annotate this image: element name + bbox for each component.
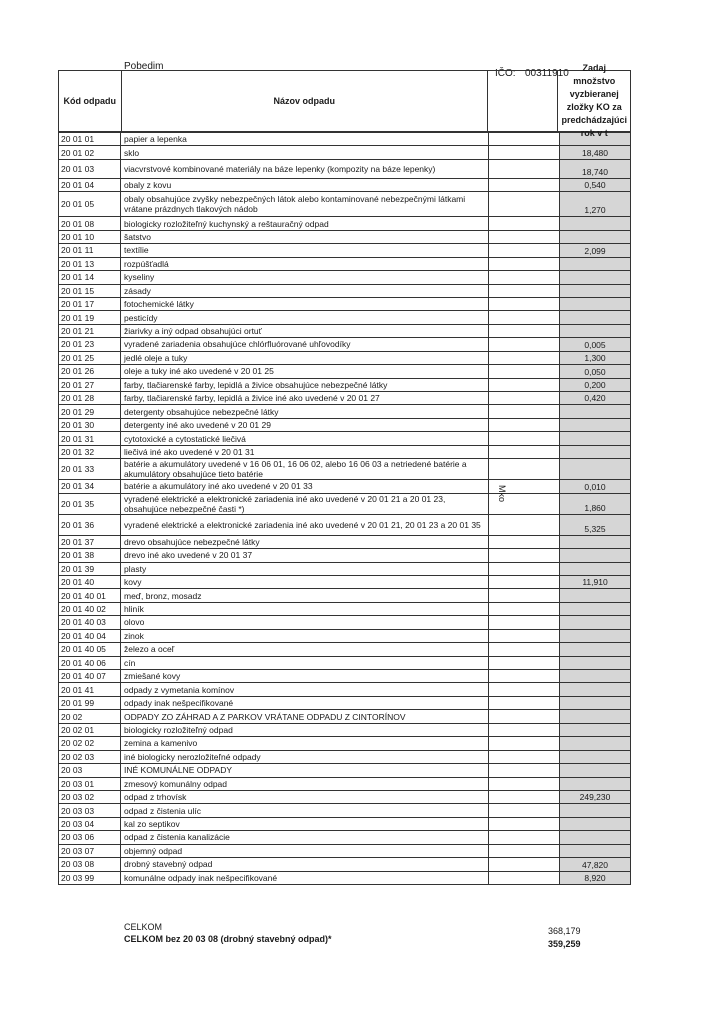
row-name: kyseliny	[121, 271, 489, 283]
table-row	[58, 657, 631, 670]
row-name: objemný odpad	[121, 845, 489, 857]
row-value	[560, 258, 630, 270]
row-code: 20 01 03	[59, 160, 121, 178]
row-code: 20 01 08	[59, 217, 121, 229]
table-row	[58, 818, 631, 831]
row-value: 18,480	[560, 146, 630, 158]
row-value	[560, 549, 630, 561]
row-name: zemina a kamenivo	[121, 737, 489, 749]
table-row	[58, 697, 631, 710]
row-side-cell	[489, 549, 560, 561]
row-side-cell	[489, 379, 560, 391]
row-value	[560, 563, 630, 575]
row-value: 1,860	[560, 494, 630, 514]
total-label: CELKOM	[124, 922, 163, 932]
row-code: 20 03 07	[59, 845, 121, 857]
table-row	[58, 231, 631, 244]
row-side-cell	[489, 858, 560, 870]
row-name: vyradené elektrické a elektronické zariadenia iné ako uvedené v 20 01 21, 20 01 23 a 20 01 35	[121, 515, 489, 535]
ico-value: 00311910	[525, 68, 569, 79]
table-row	[58, 845, 631, 858]
row-code: 20 01 38	[59, 549, 121, 561]
row-value	[560, 419, 630, 431]
row-value	[560, 325, 630, 337]
row-side-cell	[489, 576, 560, 588]
row-name: odpady z vymetania komínov	[121, 683, 489, 695]
table-row	[58, 365, 631, 378]
table-row	[58, 419, 631, 432]
row-value	[560, 670, 630, 682]
row-value: 249,230	[560, 791, 630, 803]
row-side-cell	[489, 192, 560, 216]
table-row	[58, 643, 631, 656]
row-side-cell	[489, 352, 560, 364]
table-row	[58, 244, 631, 257]
table-row	[58, 872, 631, 885]
row-side-cell	[489, 630, 560, 642]
row-code: 20 03 08	[59, 858, 121, 870]
row-code: 20 01 99	[59, 697, 121, 709]
row-side-cell	[489, 244, 560, 256]
table-row	[58, 480, 631, 493]
row-value	[560, 231, 630, 243]
row-value	[560, 311, 630, 323]
row-code: 20 01 15	[59, 285, 121, 297]
row-value	[560, 459, 630, 479]
row-value	[560, 697, 630, 709]
row-name: ODPADY ZO ZÁHRAD A Z PARKOV VRÁTANE ODPADU Z CINTORÍNOV	[121, 710, 489, 722]
row-code: 20 01 40 02	[59, 603, 121, 615]
row-side-cell	[489, 133, 560, 145]
col-side-header	[488, 71, 559, 131]
row-code: 20 01 27	[59, 379, 121, 391]
table-row	[58, 576, 631, 589]
table-row	[58, 271, 631, 284]
row-value	[560, 285, 630, 297]
row-code: 20 01 33	[59, 459, 121, 479]
row-side-cell	[489, 258, 560, 270]
row-side-cell	[489, 311, 560, 323]
row-side-cell	[489, 724, 560, 736]
row-code: 20 01 25	[59, 352, 121, 364]
row-side-cell	[489, 831, 560, 843]
row-side-cell	[489, 231, 560, 243]
row-name: biologicky rozložiteľný odpad	[121, 724, 489, 736]
row-name: batérie a akumulátory iné ako uvedené v 20 01 33	[121, 480, 489, 492]
row-value	[560, 405, 630, 417]
row-side-cell	[489, 737, 560, 749]
row-name: odpad z čistenia kanalizácie	[121, 831, 489, 843]
row-side-cell	[489, 217, 560, 229]
table-row	[58, 325, 631, 338]
row-value	[560, 845, 630, 857]
row-name: meď, bronz, mosadz	[121, 589, 489, 601]
row-code: 20 01 02	[59, 146, 121, 158]
row-value	[560, 616, 630, 628]
row-code: 20 01 21	[59, 325, 121, 337]
row-side-cell	[489, 683, 560, 695]
row-side-cell	[489, 459, 560, 479]
row-code: 20 01 40 06	[59, 657, 121, 669]
row-name: odpad z čistenia ulíc	[121, 804, 489, 816]
table-row	[58, 338, 631, 351]
row-code: 20 01 28	[59, 392, 121, 404]
table-row	[58, 563, 631, 576]
table-row	[58, 285, 631, 298]
row-name: fotochemické látky	[121, 298, 489, 310]
row-value	[560, 589, 630, 601]
row-name: obaly obsahujúce zvyšky nebezpečných látok alebo kontaminované nebezpečnými látkami vrátane prázdnych tlakových nádob	[121, 192, 489, 216]
row-side-cell	[489, 818, 560, 830]
row-value: 2,099	[560, 244, 630, 256]
row-code: 20 03 02	[59, 791, 121, 803]
row-side-cell	[489, 670, 560, 682]
row-value	[560, 831, 630, 843]
row-code: 20 03	[59, 764, 121, 776]
row-side-cell	[489, 432, 560, 444]
row-name: liečivá iné ako uvedené v 20 01 31	[121, 446, 489, 458]
row-name: INÉ KOMUNÁLNE ODPADY	[121, 764, 489, 776]
row-name: biologicky rozložiteľný kuchynský a reštauračný odpad	[121, 217, 489, 229]
row-side-cell	[489, 697, 560, 709]
row-code: 20 01 05	[59, 192, 121, 216]
row-name: kovy	[121, 576, 489, 588]
row-code: 20 03 03	[59, 804, 121, 816]
row-name: iné biologicky nerozložiteľné odpady	[121, 751, 489, 763]
table-row	[58, 494, 631, 515]
row-value: 1,270	[560, 192, 630, 216]
table-row	[58, 724, 631, 737]
row-name: šatstvo	[121, 231, 489, 243]
row-side-cell	[489, 298, 560, 310]
row-side-cell	[489, 643, 560, 655]
table-row	[58, 432, 631, 445]
table-row	[58, 146, 631, 159]
table-row	[58, 710, 631, 723]
row-side-cell	[489, 589, 560, 601]
row-code: 20 01 41	[59, 683, 121, 695]
municipality-name: Pobedim	[124, 61, 164, 72]
row-value: 0,200	[560, 379, 630, 391]
row-value	[560, 751, 630, 763]
row-name: drevo iné ako uvedené v 20 01 37	[121, 549, 489, 561]
table-row	[58, 405, 631, 418]
row-side-cell	[489, 160, 560, 178]
row-code: 20 01 35	[59, 494, 121, 514]
row-side-cell	[489, 603, 560, 615]
row-value: 11,910	[560, 576, 630, 588]
row-code: 20 02	[59, 710, 121, 722]
table-row	[58, 258, 631, 271]
row-name: kal zo septikov	[121, 818, 489, 830]
row-code: 20 01 29	[59, 405, 121, 417]
row-code: 20 01 13	[59, 258, 121, 270]
col-code-header: Kód odpadu	[59, 71, 122, 131]
row-name: žiarivky a iný odpad obsahujúci ortuť	[121, 325, 489, 337]
row-value	[560, 432, 630, 444]
table-row	[58, 589, 631, 602]
row-code: 20 01 36	[59, 515, 121, 535]
row-name: rozpúšťadlá	[121, 258, 489, 270]
row-code: 20 01 31	[59, 432, 121, 444]
row-name: papier a lepenka	[121, 133, 489, 145]
row-name: farby, tlačiarenské farby, lepidlá a živice obsahujúce nebezpečné látky	[121, 379, 489, 391]
table-row	[58, 459, 631, 480]
row-name: komunálne odpady inak nešpecifikované	[121, 872, 489, 884]
row-side-cell	[489, 872, 560, 884]
table-row	[58, 379, 631, 392]
col-value-header: Zadaj množstvo vyzbieranej zložky KO za predchádzajúci	[561, 63, 627, 125]
row-code: 20 01 04	[59, 179, 121, 191]
row-code: 20 01 32	[59, 446, 121, 458]
table-row	[58, 536, 631, 549]
row-name: zásady	[121, 285, 489, 297]
table-row	[58, 298, 631, 311]
ico-label: IČO:	[495, 68, 516, 79]
row-code: 20 03 01	[59, 778, 121, 790]
row-value	[560, 737, 630, 749]
row-value	[560, 683, 630, 695]
row-value: 0,010	[560, 480, 630, 492]
table-row	[58, 515, 631, 536]
total-without-value: 359,259	[548, 939, 581, 949]
row-name: obaly z kovu	[121, 179, 489, 191]
table-row	[58, 603, 631, 616]
row-value	[560, 804, 630, 816]
row-code: 20 01 19	[59, 311, 121, 323]
row-name: cín	[121, 657, 489, 669]
row-name: detergenty iné ako uvedené v 20 01 29	[121, 419, 489, 431]
row-code: 20 01 37	[59, 536, 121, 548]
row-side-cell	[489, 285, 560, 297]
table-row	[58, 831, 631, 844]
row-name: plasty	[121, 563, 489, 575]
table-row	[58, 630, 631, 643]
table-row	[58, 549, 631, 562]
row-side-cell	[489, 751, 560, 763]
row-value	[560, 217, 630, 229]
row-name: zmesový komunálny odpad	[121, 778, 489, 790]
row-side-cell	[489, 392, 560, 404]
table-row	[58, 192, 631, 217]
row-code: 20 01 40 07	[59, 670, 121, 682]
row-code: 20 02 02	[59, 737, 121, 749]
row-name: viacvrstvové kombinované materiály na báze lepenky (kompozity na báze lepenky)	[121, 160, 489, 178]
row-code: 20 01 40 01	[59, 589, 121, 601]
row-side-cell	[489, 325, 560, 337]
row-name: zinok	[121, 630, 489, 642]
table-row	[58, 352, 631, 365]
row-name: odpad z trhovísk	[121, 791, 489, 803]
row-code: 20 01 34	[59, 480, 121, 492]
col-name-header: Názov odpadu	[122, 71, 488, 131]
row-code: 20 02 03	[59, 751, 121, 763]
table-row	[58, 683, 631, 696]
row-side-cell	[489, 365, 560, 377]
row-name: jedlé oleje a tuky	[121, 352, 489, 364]
row-name: drobný stavebný odpad	[121, 858, 489, 870]
row-code: 20 01 39	[59, 563, 121, 575]
row-name: odpady inak nešpecifikované	[121, 697, 489, 709]
table-row	[58, 670, 631, 683]
row-side-cell	[489, 146, 560, 158]
row-value: 0,050	[560, 365, 630, 377]
row-value: 5,325	[560, 515, 630, 535]
row-value: 47,820	[560, 858, 630, 870]
table-row	[58, 737, 631, 750]
row-value	[560, 603, 630, 615]
row-side-cell	[489, 338, 560, 350]
table-row	[58, 217, 631, 230]
row-value: 0,540	[560, 179, 630, 191]
table-row	[58, 179, 631, 192]
row-name: sklo	[121, 146, 489, 158]
row-value	[560, 764, 630, 776]
row-value	[560, 778, 630, 790]
row-name: detergenty obsahujúce nebezpečné látky	[121, 405, 489, 417]
row-side-cell	[489, 804, 560, 816]
row-side-cell	[489, 710, 560, 722]
row-value	[560, 630, 630, 642]
row-code: 20 01 14	[59, 271, 121, 283]
row-code: 20 03 04	[59, 818, 121, 830]
row-code: 20 01 30	[59, 419, 121, 431]
row-code: 20 03 06	[59, 831, 121, 843]
table-row	[58, 616, 631, 629]
row-value	[560, 446, 630, 458]
table-row	[58, 764, 631, 777]
row-name: zmiešané kovy	[121, 670, 489, 682]
row-value	[560, 724, 630, 736]
row-value	[560, 710, 630, 722]
mko-side-label: Mko	[497, 485, 507, 503]
table-row	[58, 160, 631, 179]
row-side-cell	[489, 271, 560, 283]
row-side-cell	[489, 616, 560, 628]
row-name: vyradené elektrické a elektronické zariadenia iné ako uvedené v 20 01 21 a 20 01 23, obsahujúce nebezpečné časti *)	[121, 494, 489, 514]
row-side-cell	[489, 536, 560, 548]
row-value	[560, 536, 630, 548]
row-side-cell	[489, 778, 560, 790]
row-value	[560, 643, 630, 655]
table-row	[58, 446, 631, 459]
row-code: 20 01 26	[59, 365, 121, 377]
row-side-cell	[489, 563, 560, 575]
row-name: olovo	[121, 616, 489, 628]
row-side-cell	[489, 764, 560, 776]
table-row	[58, 311, 631, 324]
row-code: 20 01 11	[59, 244, 121, 256]
row-value: 1,300	[560, 352, 630, 364]
row-name: pesticídy	[121, 311, 489, 323]
row-code: 20 01 40 05	[59, 643, 121, 655]
table-row	[58, 392, 631, 405]
row-name: vyradené zariadenia obsahujúce chlórfluórované uhľovodíky	[121, 338, 489, 350]
row-side-cell	[489, 405, 560, 417]
row-value: 8,920	[560, 872, 630, 884]
total-without-label: CELKOM bez 20 03 08 (drobný stavebný odpad)*	[124, 934, 332, 944]
table-row	[58, 858, 631, 871]
table-row	[58, 778, 631, 791]
row-name: drevo obsahujúce nebezpečné látky	[121, 536, 489, 548]
row-value: 0,005	[560, 338, 630, 350]
row-name: farby, tlačiarenské farby, lepidlá a živice iné ako uvedené v 20 01 27	[121, 392, 489, 404]
table-row	[58, 791, 631, 804]
row-side-cell	[489, 657, 560, 669]
row-name: batérie a akumulátory uvedené v 16 06 01, 16 06 02, alebo 16 06 03 a netriedené batérie a akumulátory obsahujúce tieto batérie	[121, 459, 489, 479]
row-name: oleje a tuky iné ako uvedené v 20 01 25	[121, 365, 489, 377]
row-value	[560, 818, 630, 830]
row-value: 0,420	[560, 392, 630, 404]
row-code: 20 01 10	[59, 231, 121, 243]
table-body	[58, 131, 631, 885]
total-value: 368,179	[548, 926, 581, 936]
row-side-cell	[489, 845, 560, 857]
row-value	[560, 298, 630, 310]
row-value	[560, 271, 630, 283]
table-row	[58, 804, 631, 817]
row-code: 20 01 40 04	[59, 630, 121, 642]
table-row	[58, 132, 631, 146]
row-code: 20 03 99	[59, 872, 121, 884]
row-code: 20 01 17	[59, 298, 121, 310]
row-side-cell	[489, 419, 560, 431]
row-code: 20 01 23	[59, 338, 121, 350]
row-code: 20 01 40 03	[59, 616, 121, 628]
row-value	[560, 657, 630, 669]
row-value: 18,740	[560, 160, 630, 178]
table-row	[58, 751, 631, 764]
row-side-cell	[489, 179, 560, 191]
row-name: textílie	[121, 244, 489, 256]
row-side-cell	[489, 515, 560, 535]
row-side-cell	[489, 446, 560, 458]
row-code: 20 01 40	[59, 576, 121, 588]
row-code: 20 01 01	[59, 133, 121, 145]
row-name: hliník	[121, 603, 489, 615]
row-name: železo a oceľ	[121, 643, 489, 655]
row-code: 20 02 01	[59, 724, 121, 736]
row-side-cell	[489, 791, 560, 803]
row-name: cytotoxické a cytostatické liečivá	[121, 432, 489, 444]
